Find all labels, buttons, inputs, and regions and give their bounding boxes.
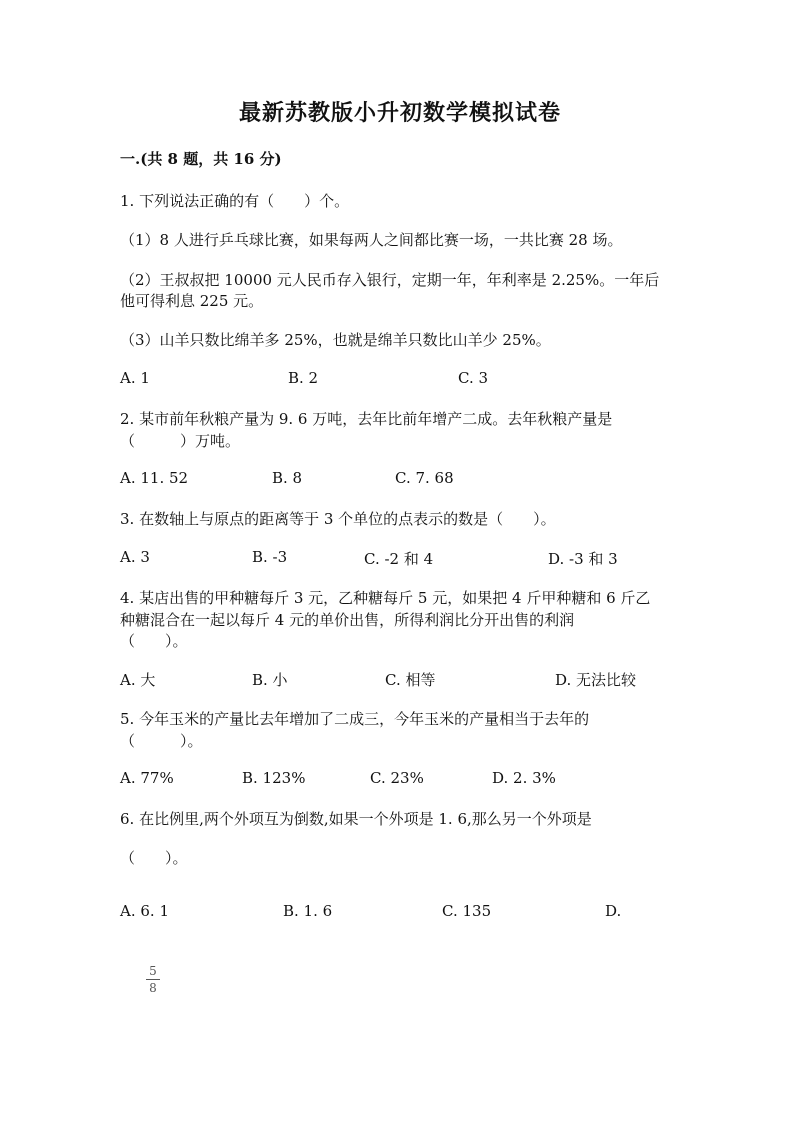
q3-option-d: D. -3 和 3: [548, 550, 618, 568]
q4-line-2: 种糖混合在一起以每斤 4 元的单价出售，所得利润比分开出售的利润: [120, 611, 575, 629]
q1-option-c: C. 3: [458, 369, 489, 387]
q6-option-d: D.: [605, 902, 622, 920]
q2-option-b: B. 8: [272, 469, 303, 487]
q1-statement-2b: 他可得利息 225 元。: [120, 292, 264, 310]
q2-line-1: 2. 某市前年秋粮产量为 9. 6 万吨，去年比前年增产二成。去年秋粮产量是: [120, 410, 613, 428]
q5-option-a: A. 77%: [120, 769, 174, 787]
q3-option-b: B. -3: [252, 548, 288, 566]
q3-line-1: 3. 在数轴上与原点的距离等于 3 个单位的点表示的数是（ ）。: [120, 510, 556, 528]
q3-option-c: C. -2 和 4: [364, 550, 434, 568]
q6-option-a: A. 6. 1: [120, 902, 169, 920]
q4-line-1: 4. 某店出售的甲种糖每斤 3 元，乙种糖每斤 5 元，如果把 4 斤甲种糖和 6 斤乙: [120, 589, 651, 607]
q1-stem: 1. 下列说法正确的有（ ）个。: [120, 192, 350, 210]
q3-option-a: A. 3: [120, 548, 150, 566]
section-heading: 一.(共 8 题，共 16 分): [120, 150, 282, 168]
q4-option-d: D. 无法比较: [555, 671, 637, 689]
q4-line-3: （ ）。: [120, 632, 188, 650]
q5-option-b: B. 123%: [242, 769, 306, 787]
q5-line-2: （ ）。: [120, 732, 203, 750]
q5-option-c: C. 23%: [370, 769, 424, 787]
q6-option-c: C. 135: [442, 902, 492, 920]
fraction-denominator: 8: [149, 981, 157, 995]
q1-statement-1: （1）8 人进行乒乓球比赛，如果每两人之间都比赛一场，一共比赛 28 场。: [120, 231, 623, 249]
q4-option-b: B. 小: [252, 671, 288, 689]
q6-line-2: （ ）。: [120, 849, 188, 867]
q1-option-a: A. 1: [120, 369, 150, 387]
q6-line-1: 6. 在比例里,两个外项互为倒数,如果一个外项是 1. 6,那么另一个外项是: [120, 810, 592, 828]
q6-option-d-fraction: [146, 964, 160, 995]
q1-option-b: B. 2: [288, 369, 319, 387]
q5-line-1: 5. 今年玉米的产量比去年增加了二成三，今年玉米的产量相当于去年的: [120, 710, 590, 728]
q4-option-a: A. 大: [120, 671, 156, 689]
q2-option-a: A. 11. 52: [120, 469, 189, 487]
q1-statement-3: （3）山羊只数比绵羊多 25%，也就是绵羊只数比山羊少 25%。: [120, 331, 551, 349]
fraction-bar: [146, 979, 160, 980]
page-title: 最新苏教版小升初数学模拟试卷: [238, 100, 561, 126]
q5-option-d: D. 2. 3%: [492, 769, 556, 787]
q1-statement-2a: （2）王叔叔把 10000 元人民币存入银行，定期一年，年利率是 2.25%。一年后: [120, 271, 660, 289]
q6-option-b: B. 1. 6: [283, 902, 333, 920]
q2-option-c: C. 7. 68: [395, 469, 454, 487]
q4-option-c: C. 相等: [385, 671, 436, 689]
fraction-numerator: 5: [149, 964, 157, 978]
q2-line-2: （ ）万吨。: [120, 432, 241, 450]
